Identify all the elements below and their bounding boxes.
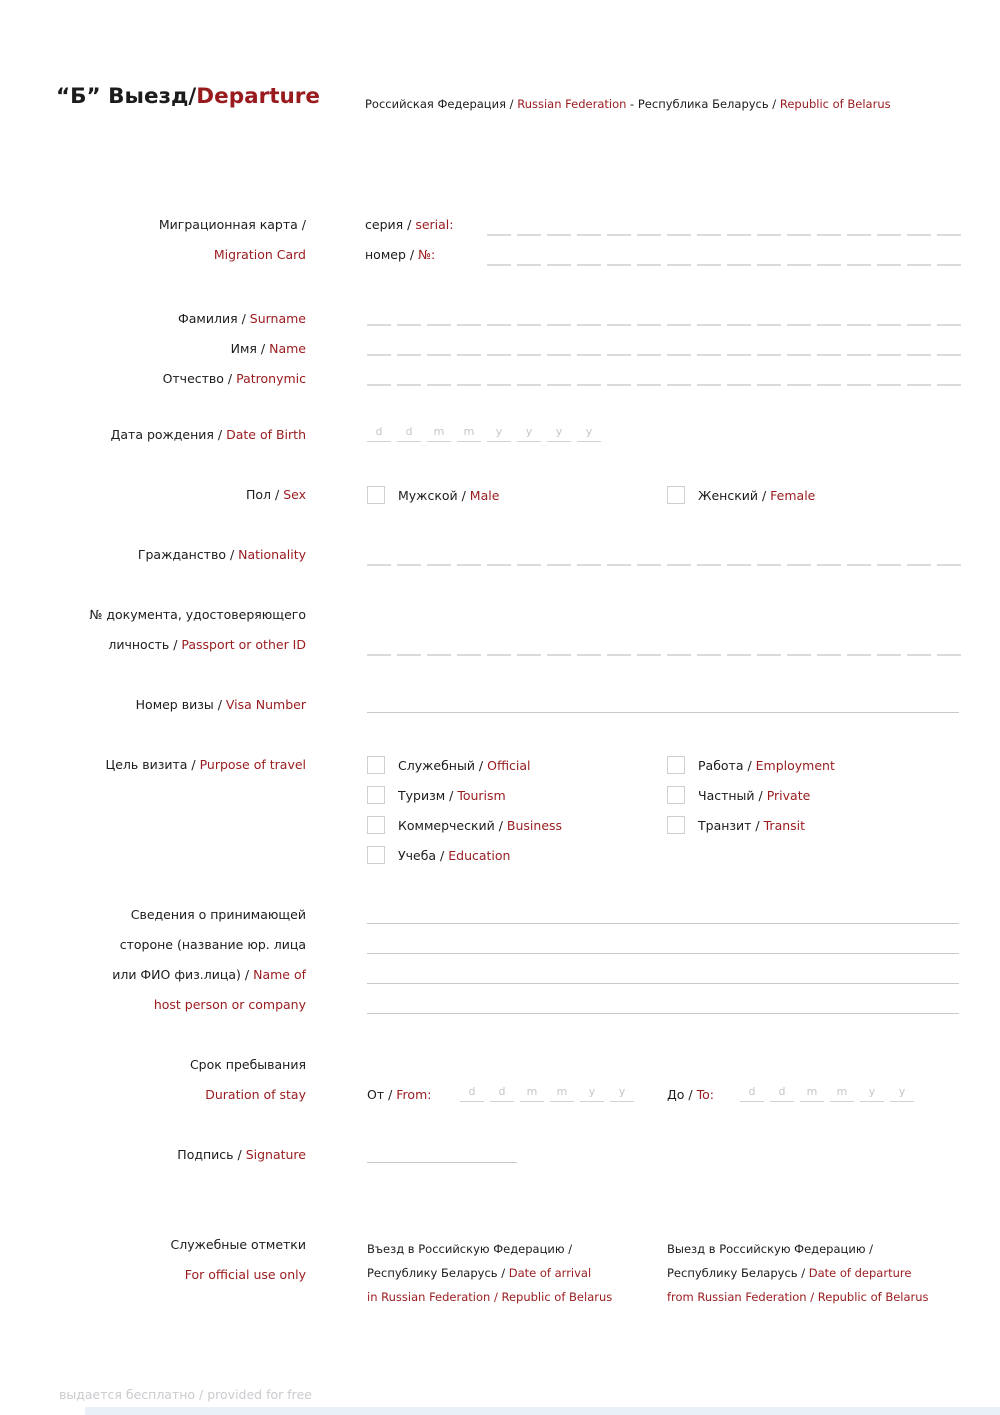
purpose-option-tourism[interactable] bbox=[367, 785, 506, 805]
surname-label: Фамилия / Surname bbox=[178, 311, 306, 326]
exit-note-line3: from Russian Federation / Republic of Belarus bbox=[667, 1290, 929, 1304]
host-label bbox=[40, 900, 306, 1020]
duration-label-en: Duration of stay bbox=[205, 1087, 306, 1102]
page-title bbox=[56, 84, 320, 109]
document-label bbox=[40, 600, 306, 660]
birth-date-cells[interactable]: d d m m y y y y bbox=[367, 420, 607, 442]
name-labels bbox=[40, 304, 306, 394]
host-input-line-1[interactable] bbox=[367, 909, 959, 924]
document-input-cells[interactable] bbox=[367, 641, 967, 653]
sex-label: Пол / Sex bbox=[245, 487, 306, 502]
region-sep: - bbox=[626, 97, 638, 111]
official-use-label-ru: Служебные отметки bbox=[170, 1237, 306, 1252]
serial-input-cells[interactable] bbox=[487, 221, 967, 233]
name-label: Имя / Name bbox=[230, 341, 306, 356]
purpose-option-education[interactable] bbox=[367, 845, 510, 865]
region-ru2: Республика Беларусь / bbox=[637, 97, 780, 111]
signature-input-line[interactable] bbox=[367, 1148, 517, 1163]
region-en1: Russian Federation bbox=[517, 97, 627, 111]
nationality-input-cells[interactable] bbox=[367, 551, 967, 563]
region-title bbox=[365, 97, 891, 111]
host-label-line4: host person or company bbox=[153, 997, 306, 1012]
patronymic-label: Отчество / Patronymic bbox=[162, 371, 306, 386]
visa-label: Номер визы / Visa Number bbox=[135, 697, 306, 712]
private-checkbox[interactable] bbox=[667, 786, 685, 804]
region-ru1: Российская Федерация / bbox=[365, 97, 518, 111]
employment-checkbox[interactable] bbox=[667, 756, 685, 774]
transit-checkbox[interactable] bbox=[667, 816, 685, 834]
surname-input-cells[interactable] bbox=[367, 311, 967, 323]
exit-note-line2: Республику Беларусь / Date of departure bbox=[667, 1266, 912, 1280]
name-input-cells[interactable] bbox=[367, 341, 967, 353]
female-label: Женский / Female bbox=[698, 487, 816, 503]
footer-note: выдается бесплатно / provided for free bbox=[59, 1387, 312, 1402]
transit-label: Транзит / Transit bbox=[698, 817, 806, 833]
official-use-label-en: For official use only bbox=[184, 1267, 306, 1282]
exit-note bbox=[667, 1237, 929, 1309]
education-label: Учеба / Education bbox=[398, 847, 511, 863]
business-label: Коммерческий / Business bbox=[398, 817, 563, 833]
host-label-line3: или ФИО физ.лица) / Name of bbox=[112, 967, 306, 982]
purpose-label: Цель визита / Purpose of travel bbox=[105, 757, 306, 772]
migration-card-fields bbox=[365, 210, 453, 270]
education-checkbox[interactable] bbox=[367, 846, 385, 864]
entry-note-line2: Республику Беларусь / Date of arrival bbox=[367, 1266, 592, 1280]
region-en2: Republic of Belarus bbox=[779, 97, 891, 111]
entry-note-line1: Въезд в Российскую Федерацию / bbox=[367, 1242, 573, 1256]
employment-label: Работа / Employment bbox=[698, 757, 835, 773]
to-date-cells[interactable]: d d m m y y bbox=[740, 1080, 920, 1102]
host-input-line-2[interactable] bbox=[367, 939, 959, 954]
migration-card-label bbox=[40, 210, 306, 270]
host-label-line2: стороне (название юр. лица bbox=[119, 937, 306, 952]
from-date-cells[interactable]: d d m m y y bbox=[460, 1080, 640, 1102]
nationality-label: Гражданство / Nationality bbox=[137, 547, 306, 562]
official-use-label bbox=[40, 1230, 306, 1290]
tourism-checkbox[interactable] bbox=[367, 786, 385, 804]
male-checkbox[interactable] bbox=[367, 486, 385, 504]
number-input-cells[interactable] bbox=[487, 251, 967, 263]
migration-card-label-ru: Миграционная карта / bbox=[158, 217, 306, 232]
migration-card-label-en: Migration Card bbox=[213, 247, 306, 262]
signature-label: Подпись / Signature bbox=[177, 1147, 306, 1162]
official-checkbox[interactable] bbox=[367, 756, 385, 774]
host-input-line-4[interactable] bbox=[367, 999, 959, 1014]
entry-note-line3: in Russian Federation / Republic of Belarus bbox=[367, 1290, 613, 1304]
host-label-line1: Сведения о принимающей bbox=[130, 907, 306, 922]
host-input-line-3[interactable] bbox=[367, 969, 959, 984]
duration-label bbox=[40, 1050, 306, 1110]
patronymic-input-cells[interactable] bbox=[367, 371, 967, 383]
page-title-en: Departure bbox=[196, 84, 320, 109]
page-title-ru: “Б” Выезд/ bbox=[56, 84, 197, 109]
male-label: Мужской / Male bbox=[398, 487, 500, 503]
female-checkbox[interactable] bbox=[667, 486, 685, 504]
entry-note bbox=[367, 1237, 612, 1309]
female-option[interactable] bbox=[667, 485, 815, 505]
purpose-option-employment[interactable] bbox=[667, 755, 835, 775]
serial-label: серия / serial: bbox=[365, 217, 454, 232]
duration-label-ru: Срок пребывания bbox=[189, 1057, 306, 1072]
private-label: Частный / Private bbox=[698, 787, 811, 803]
to-label: До / To: bbox=[667, 1087, 714, 1102]
male-option[interactable] bbox=[367, 485, 499, 505]
bottom-bar bbox=[85, 1407, 1000, 1415]
birth-label: Дата рождения / Date of Birth bbox=[110, 427, 306, 442]
from-label: От / From: bbox=[367, 1087, 432, 1102]
purpose-option-private[interactable] bbox=[667, 785, 810, 805]
purpose-option-business[interactable] bbox=[367, 815, 562, 835]
purpose-option-transit[interactable] bbox=[667, 815, 805, 835]
exit-note-line1: Выезд в Российскую Федерацию / bbox=[667, 1242, 874, 1256]
document-label-line1: № документа, удостоверяющего bbox=[89, 607, 306, 622]
tourism-label: Туризм / Tourism bbox=[398, 787, 506, 803]
purpose-option-official[interactable] bbox=[367, 755, 531, 775]
document-label-line2: личность / Passport or other ID bbox=[108, 637, 306, 652]
business-checkbox[interactable] bbox=[367, 816, 385, 834]
official-label: Служебный / Official bbox=[398, 757, 531, 773]
number-label: номер / №: bbox=[365, 247, 436, 262]
visa-input-line[interactable] bbox=[367, 698, 959, 713]
